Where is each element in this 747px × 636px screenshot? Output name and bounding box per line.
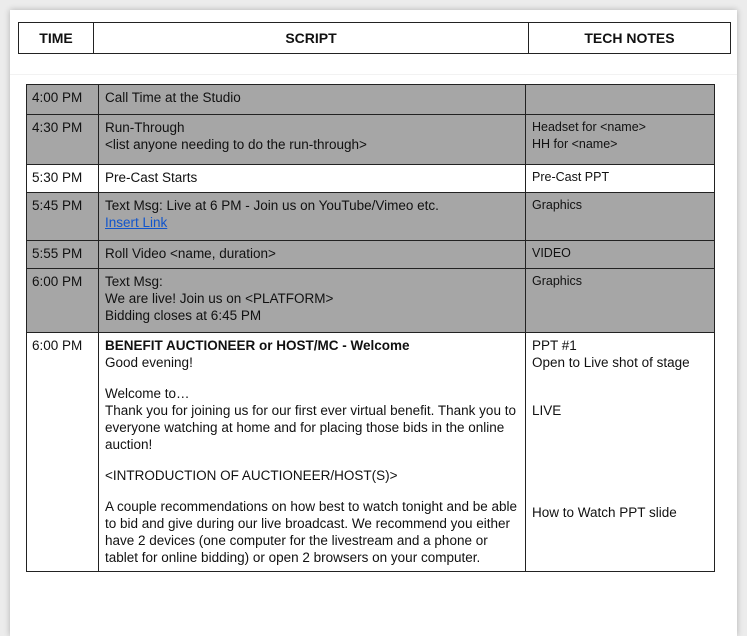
segment-heading: BENEFIT AUCTIONEER or HOST/MC - Welcome	[105, 338, 410, 353]
run-of-show-table	[26, 84, 715, 572]
script-line: We are live! Join us on <PLATFORM>	[105, 291, 334, 306]
note-line: How to Watch PPT slide	[532, 505, 677, 520]
row-notes	[526, 269, 715, 333]
row-script	[99, 165, 526, 193]
row-time: 4:30 PM	[27, 115, 99, 165]
script-line: <INTRODUCTION OF AUCTIONEER/HOST(S)>	[105, 468, 398, 483]
table-row	[27, 85, 715, 115]
script-line: Text Msg:	[105, 274, 163, 289]
row-time: 5:30 PM	[27, 165, 99, 193]
header-table	[18, 22, 731, 54]
script-line: Text Msg: Live at 6 PM - Join us on YouTube/Vimeo etc.	[105, 198, 439, 213]
note-line: HH for <name>	[532, 137, 618, 151]
script-line: Roll Video <name, duration>	[105, 246, 276, 261]
script-document	[10, 10, 737, 636]
row-script	[99, 241, 526, 269]
row-time: 6:00 PM	[27, 333, 99, 572]
note-line: PPT #1	[532, 338, 577, 353]
row-time: 4:00 PM	[27, 85, 99, 115]
row-time: 5:45 PM	[27, 193, 99, 241]
note-line: Graphics	[532, 198, 583, 212]
script-line: Welcome to…	[105, 386, 190, 401]
script-line: Run-Through	[105, 120, 185, 135]
insert-link[interactable]: Insert Link	[105, 215, 168, 230]
row-time: 6:00 PM	[27, 269, 99, 333]
row-script	[99, 333, 526, 572]
note-line: VIDEO	[532, 246, 571, 260]
table-row	[27, 115, 715, 165]
row-notes	[526, 115, 715, 165]
header-tech-notes: TECH NOTES	[529, 23, 731, 54]
header-time: TIME	[19, 23, 94, 54]
script-line: <list anyone needing to do the run-through>	[105, 137, 367, 152]
script-line: Pre-Cast Starts	[105, 170, 198, 185]
row-notes	[526, 165, 715, 193]
header-script: SCRIPT	[94, 23, 529, 54]
script-paragraph: A couple recommendations on how best to watch tonight and be able to bid and give during our live broadcast. We recommend you either have 2 devices (one computer for the livestream and a phone or tablet for online bidding) or open 2 browsers on your computer.	[105, 499, 518, 565]
note-line: Graphics	[532, 274, 583, 288]
script-paragraph: Thank you for joining us for our first ever virtual benefit. Thank you to everyone watching at home and for placing those bids in the online auction!	[105, 403, 516, 452]
header-row	[19, 23, 731, 54]
row-script	[99, 115, 526, 165]
row-notes	[526, 193, 715, 241]
row-script	[99, 85, 526, 115]
header-separator	[10, 74, 737, 75]
row-time: 5:55 PM	[27, 241, 99, 269]
row-notes	[526, 85, 715, 115]
note-line: LIVE	[532, 403, 562, 418]
row-script	[99, 269, 526, 333]
table-row	[27, 165, 715, 193]
table-row	[27, 333, 715, 572]
script-line: Good evening!	[105, 355, 193, 370]
row-script	[99, 193, 526, 241]
table-row	[27, 241, 715, 269]
script-line: Call Time at the Studio	[105, 90, 241, 105]
table-row	[27, 193, 715, 241]
script-line: Bidding closes at 6:45 PM	[105, 308, 262, 323]
note-line: Open to Live shot of stage	[532, 355, 690, 370]
note-line: Pre-Cast PPT	[532, 170, 610, 184]
note-line: Headset for <name>	[532, 120, 646, 134]
row-notes	[526, 333, 715, 572]
table-row	[27, 269, 715, 333]
row-notes	[526, 241, 715, 269]
